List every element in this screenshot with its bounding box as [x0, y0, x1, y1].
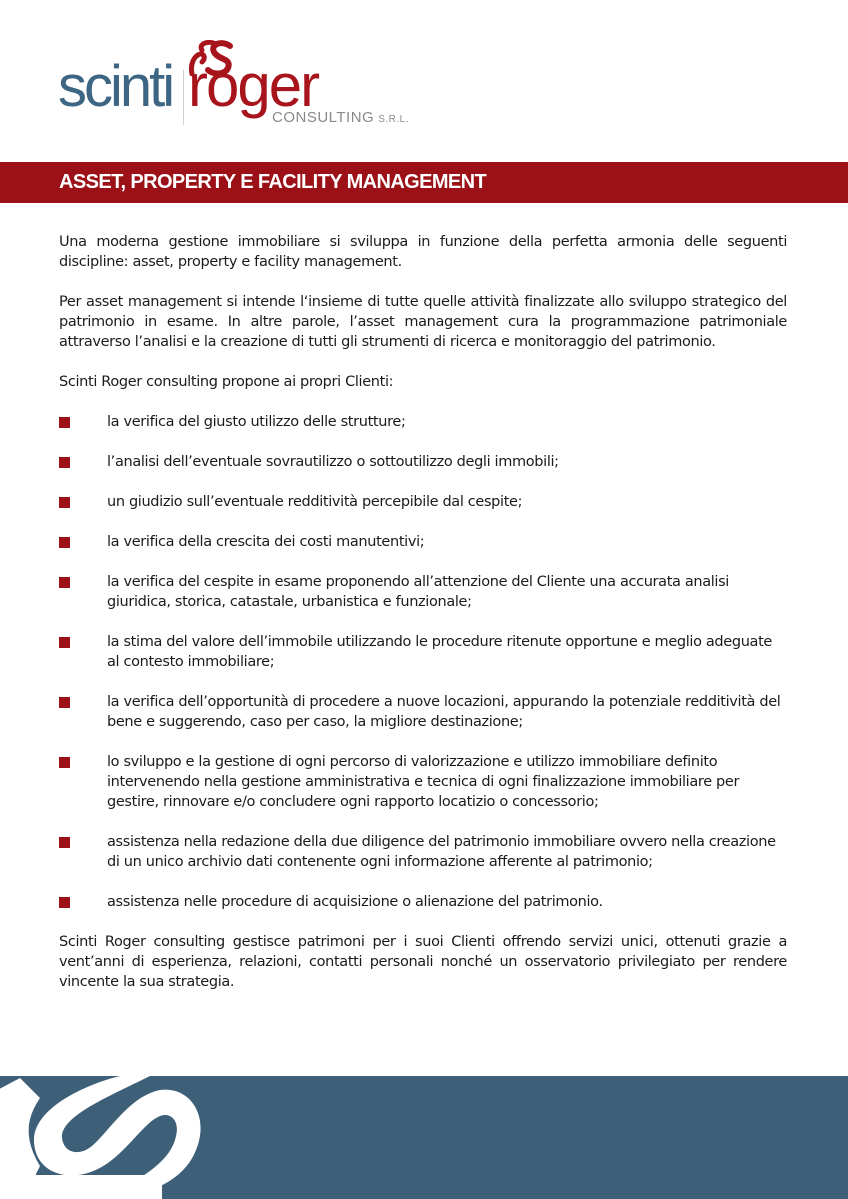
list-item-text: assistenza nella redazione della due diligence del patrimonio immobiliare ovvero nella creazione di un unico archivio dati contenente ogni informazione afferente al patrimonio; [107, 834, 776, 870]
logo-subtitle [272, 109, 409, 126]
logo-divider [183, 70, 184, 125]
list-item-text: un giudizio sull’eventuale redditività percepibile dal cespite; [107, 494, 523, 510]
list-item [59, 532, 787, 552]
square-bullet-icon [59, 757, 70, 768]
square-bullet-icon [59, 497, 70, 508]
list-item [59, 632, 787, 672]
square-bullet-icon [59, 537, 70, 548]
intro-paragraph: Una moderna gestione immobiliare si sviluppa in funzione della perfetta armonia delle seguenti discipline: asset, property e facility management. [59, 234, 787, 270]
list-item-text: la verifica del giusto utilizzo delle strutture; [107, 414, 406, 430]
document-body [59, 232, 787, 1012]
square-bullet-icon [59, 637, 70, 648]
closing-paragraph: Scinti Roger consulting gestisce patrimoni per i suoi Clienti offrendo servizi unici, ottenuti grazie a vent’anni di esperienza, relazioni, contatti personali nonché un osservatorio privilegiato per rendere vincente la sua strategia. [59, 934, 787, 990]
square-bullet-icon [59, 897, 70, 908]
square-bullet-icon [59, 697, 70, 708]
footer-band [0, 1076, 848, 1199]
square-bullet-icon [59, 457, 70, 468]
page-title: ASSET, PROPERTY E FACILITY MANAGEMENT [59, 171, 487, 193]
services-intro: Scinti Roger consulting propone ai propri Clienti: [59, 374, 394, 390]
logo-srl-text: S.R.L. [378, 114, 410, 125]
list-item-text: la verifica della crescita dei costi manutentivi; [107, 534, 425, 550]
logo-consulting-text: CONSULTING [272, 109, 375, 126]
list-item [59, 572, 787, 612]
list-item-text: lo sviluppo e la gestione di ogni percorso di valorizzazione e utilizzo immobiliare definito intervenendo nella gestione amministrativa e tecnica di ogni finalizzazione immobiliare per gestire, rinnovare e/o concludere ogni rapporto locatizio o concessorio; [107, 754, 740, 810]
list-item [59, 752, 787, 812]
list-item [59, 832, 787, 872]
list-item [59, 692, 787, 732]
logo-word-scinti: scinti [58, 54, 173, 119]
list-item-text: la verifica dell’opportunità di procedere a nuove locazioni, appurando la potenziale redditività del bene e suggerendo, caso per caso, la migliore destinazione; [107, 694, 781, 730]
logo-word-roger: roger [188, 52, 319, 119]
list-item [59, 892, 787, 912]
services-list [59, 412, 787, 912]
list-item-text: assistenza nelle procedure di acquisizione o alienazione del patrimonio. [107, 894, 603, 910]
square-bullet-icon [59, 577, 70, 588]
asset-management-paragraph: Per asset management si intende l‘insieme di tutte quelle attività finalizzate allo sviluppo strategico del patrimonio in esame. In altre parole, l’asset management cura la programmazione patrimoniale attraverso l’analisi e la creazione di tutti gli strumenti di ricerca e monitoraggio del patrimonio. [59, 294, 787, 350]
list-item-text: l’analisi dell’eventuale sovrautilizzo o sottoutilizzo degli immobili; [107, 454, 559, 470]
square-bullet-icon [59, 417, 70, 428]
list-item [59, 412, 787, 432]
section-header-bar [0, 162, 848, 203]
list-item [59, 492, 787, 512]
list-item [59, 452, 787, 472]
footer-white-cutout [0, 1175, 162, 1199]
list-item-text: la verifica del cespite in esame proponendo all’attenzione del Cliente una accurata analisi giuridica, storica, catastale, urbanistica e funzionale; [107, 574, 729, 610]
company-logo [58, 40, 438, 130]
list-item-text: la stima del valore dell’immobile utilizzando le procedure ritenute opportune e meglio adeguate al contesto immobiliare; [107, 634, 772, 670]
square-bullet-icon [59, 837, 70, 848]
